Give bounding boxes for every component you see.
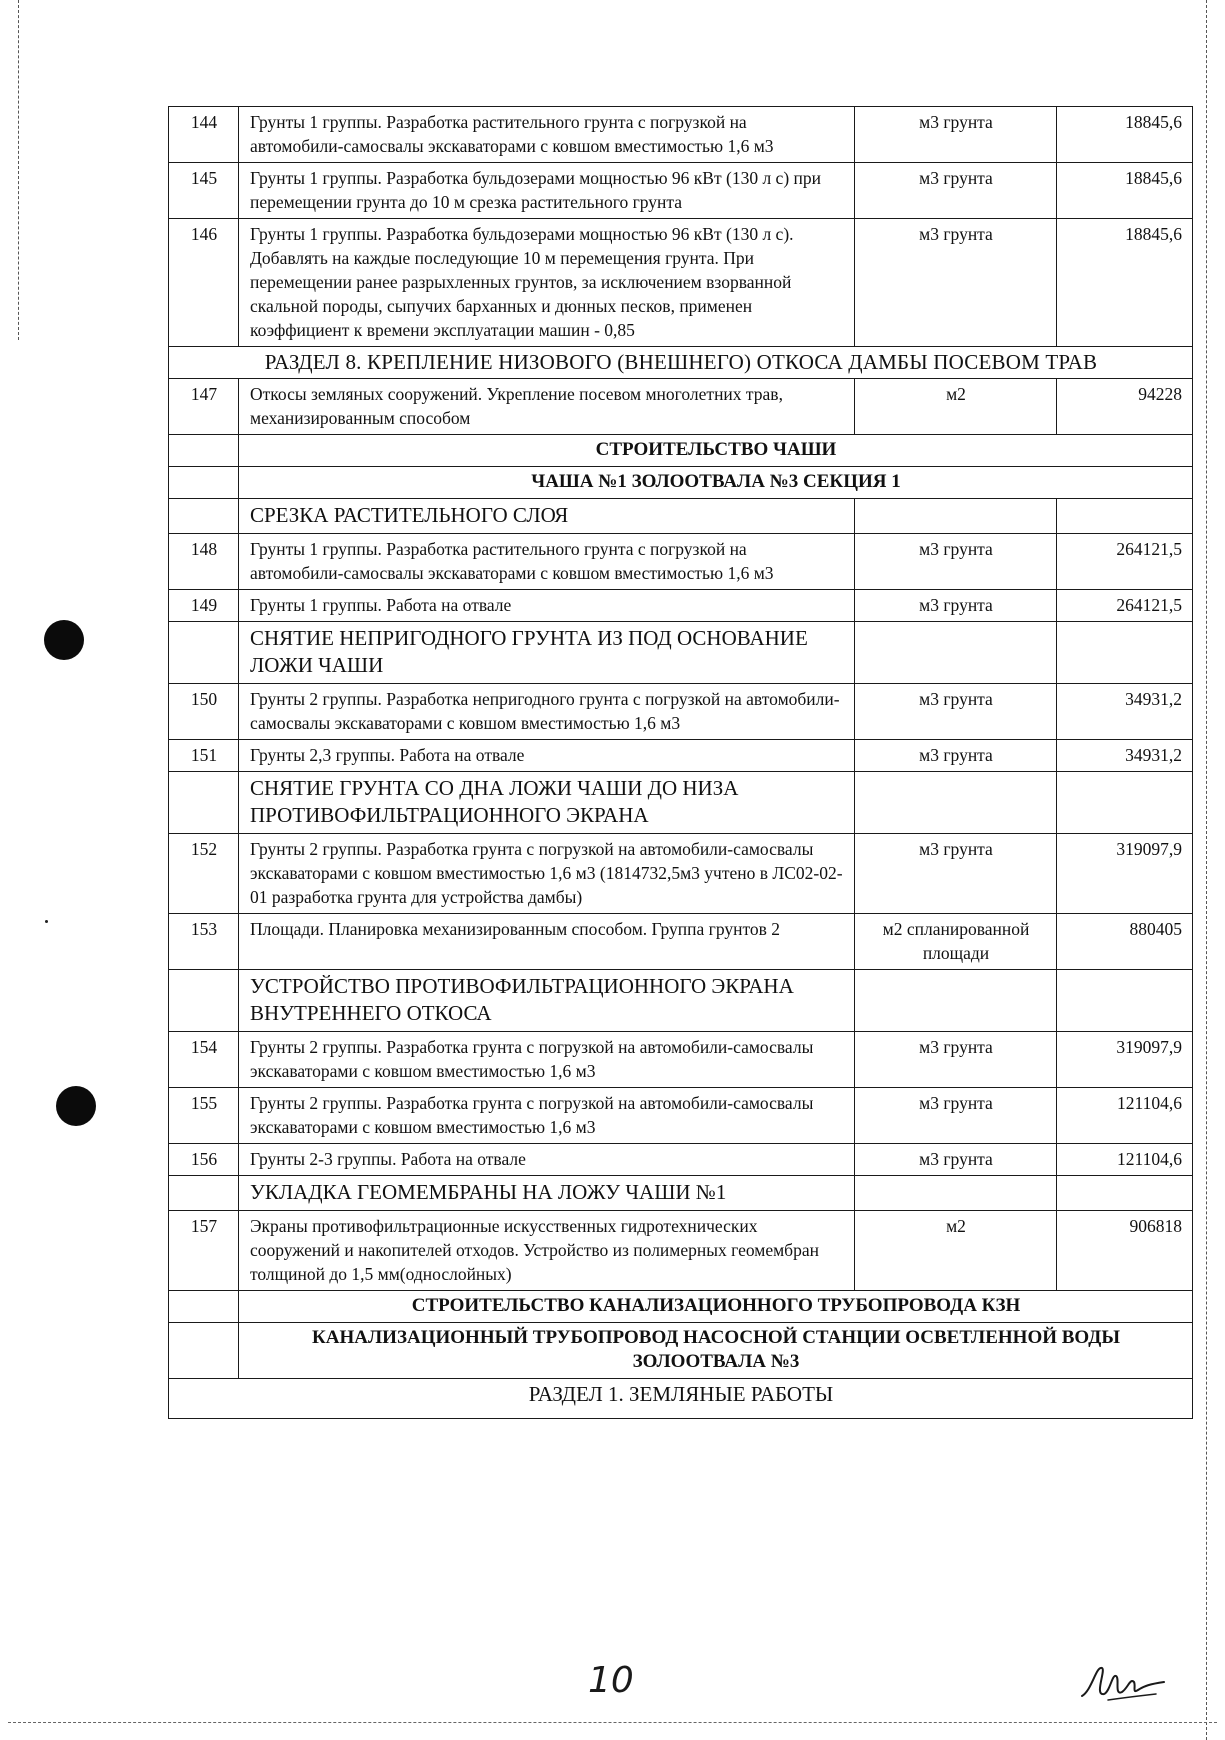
row-quantity: 34931,2 bbox=[1057, 740, 1193, 772]
row-number: 148 bbox=[169, 534, 239, 590]
subheading: СНЯТИЕ ГРУНТА СО ДНА ЛОЖИ ЧАШИ ДО НИЗА ПРОТИВОФИЛЬТРАЦИОННОГО ЭКРАНА bbox=[239, 772, 855, 834]
table-row bbox=[169, 534, 1193, 590]
section-row bbox=[169, 1379, 1193, 1419]
row-quantity: 18845,6 bbox=[1057, 163, 1193, 219]
row-quantity: 319097,9 bbox=[1057, 1032, 1193, 1088]
row-description: Грунты 2 группы. Разработка грунта с погрузкой на автомобили-самосвалы экскаваторами с ковшом вместимостью 1,6 м3 (1814732,5м3 учтено в ЛС02-02-01 разработка грунта для устройства дамбы) bbox=[239, 834, 855, 914]
table-row bbox=[169, 914, 1193, 970]
row-quantity: 264121,5 bbox=[1057, 590, 1193, 622]
subheading: СРЕЗКА РАСТИТЕЛЬНОГО СЛОЯ bbox=[239, 499, 855, 534]
row-unit: м3 грунта bbox=[855, 1144, 1057, 1176]
subheading-row bbox=[169, 772, 1193, 834]
table-row bbox=[169, 590, 1193, 622]
heading-row bbox=[169, 467, 1193, 499]
row-number: 147 bbox=[169, 379, 239, 435]
row-number: 152 bbox=[169, 834, 239, 914]
row-description: Грунты 2 группы. Разработка непригодного грунта с погрузкой на автомобили-самосвалы экскаваторами с ковшом вместимостью 1,6 м3 bbox=[239, 684, 855, 740]
empty-cell bbox=[1057, 970, 1193, 1032]
bold-heading: ЧАША №1 ЗОЛООТВАЛА №3 СЕКЦИЯ 1 bbox=[239, 467, 1193, 499]
row-number: 150 bbox=[169, 684, 239, 740]
row-unit: м3 грунта bbox=[855, 684, 1057, 740]
row-quantity: 94228 bbox=[1057, 379, 1193, 435]
empty-cell bbox=[855, 622, 1057, 684]
empty-cell bbox=[169, 970, 239, 1032]
subheading: УСТРОЙСТВО ПРОТИВОФИЛЬТРАЦИОННОГО ЭКРАНА ВНУТРЕННЕГО ОТКОСА bbox=[239, 970, 855, 1032]
empty-cell bbox=[169, 1323, 239, 1379]
table-row bbox=[169, 107, 1193, 163]
table-row bbox=[169, 1088, 1193, 1144]
empty-cell bbox=[855, 772, 1057, 834]
row-number: 156 bbox=[169, 1144, 239, 1176]
row-number: 155 bbox=[169, 1088, 239, 1144]
row-quantity: 18845,6 bbox=[1057, 219, 1193, 347]
row-unit: м3 грунта bbox=[855, 1032, 1057, 1088]
row-description: Грунты 1 группы. Работа на отвале bbox=[239, 590, 855, 622]
punch-hole-icon bbox=[44, 620, 84, 660]
subheading-row bbox=[169, 1176, 1193, 1211]
row-description: Откосы земляных сооружений. Укрепление посевом многолетних трав, механизированным способом bbox=[239, 379, 855, 435]
estimate-table-body bbox=[169, 107, 1193, 1419]
row-description: Грунты 2 группы. Разработка грунта с погрузкой на автомобили-самосвалы экскаваторами с ковшом вместимостью 1,6 м3 bbox=[239, 1032, 855, 1088]
row-unit: м2 bbox=[855, 379, 1057, 435]
empty-cell bbox=[169, 467, 239, 499]
empty-cell bbox=[855, 499, 1057, 534]
subheading: УКЛАДКА ГЕОМЕМБРАНЫ НА ЛОЖУ ЧАШИ №1 bbox=[239, 1176, 855, 1211]
heading-row bbox=[169, 1291, 1193, 1323]
empty-cell bbox=[855, 1176, 1057, 1211]
heading-row bbox=[169, 435, 1193, 467]
section-heading: РАЗДЕЛ 1. ЗЕМЛЯНЫЕ РАБОТЫ bbox=[169, 1379, 1193, 1419]
row-unit: м3 грунта bbox=[855, 590, 1057, 622]
bold-heading: КАНАЛИЗАЦИОННЫЙ ТРУБОПРОВОД НАСОСНОЙ СТАНЦИИ ОСВЕТЛЕННОЙ ВОДЫ ЗОЛООТВАЛА №3 bbox=[239, 1323, 1193, 1379]
table-row bbox=[169, 379, 1193, 435]
empty-cell bbox=[169, 622, 239, 684]
row-unit: м3 грунта bbox=[855, 534, 1057, 590]
subheading-row bbox=[169, 622, 1193, 684]
section-heading: РАЗДЕЛ 8. КРЕПЛЕНИЕ НИЗОВОГО (ВНЕШНЕГО) ОТКОСА ДАМБЫ ПОСЕВОМ ТРАВ bbox=[169, 347, 1193, 379]
row-unit: м2 спланированной площади bbox=[855, 914, 1057, 970]
empty-cell bbox=[1057, 772, 1193, 834]
empty-cell bbox=[169, 499, 239, 534]
subheading-row bbox=[169, 499, 1193, 534]
row-number: 153 bbox=[169, 914, 239, 970]
row-quantity: 264121,5 bbox=[1057, 534, 1193, 590]
table-row bbox=[169, 834, 1193, 914]
row-number: 144 bbox=[169, 107, 239, 163]
row-quantity: 906818 bbox=[1057, 1211, 1193, 1291]
estimate-table bbox=[168, 106, 1193, 1419]
row-description: Грунты 2 группы. Разработка грунта с погрузкой на автомобили-самосвалы экскаваторами с ковшом вместимостью 1,6 м3 bbox=[239, 1088, 855, 1144]
table-row bbox=[169, 684, 1193, 740]
empty-cell bbox=[169, 772, 239, 834]
table-row bbox=[169, 219, 1193, 347]
punch-hole-icon bbox=[56, 1086, 96, 1126]
scan-edge-marks-right bbox=[1206, 0, 1207, 1740]
scan-edge-marks-left bbox=[18, 0, 19, 340]
row-unit: м3 грунта bbox=[855, 1088, 1057, 1144]
row-quantity: 121104,6 bbox=[1057, 1144, 1193, 1176]
page-number: 10 bbox=[588, 1660, 634, 1701]
row-quantity: 34931,2 bbox=[1057, 684, 1193, 740]
row-number: 157 bbox=[169, 1211, 239, 1291]
empty-cell bbox=[169, 1176, 239, 1211]
empty-cell bbox=[169, 435, 239, 467]
scan-speck bbox=[45, 920, 48, 923]
row-description: Грунты 1 группы. Разработка бульдозерами мощностью 96 кВт (130 л с). Добавлять на каждые последующие 10 м перемещения грунта. При перемещении ранее разрыхленных грунтов, за исключением взорванной скальной породы, сыпучих барханных и дюнных песков, применен коэффициент к времени эксплуатации машин - 0,85 bbox=[239, 219, 855, 347]
empty-cell bbox=[1057, 499, 1193, 534]
table-row bbox=[169, 1211, 1193, 1291]
row-unit: м3 грунта bbox=[855, 163, 1057, 219]
row-description: Грунты 1 группы. Разработка бульдозерами мощностью 96 кВт (130 л с) при перемещении грунта до 10 м срезка растительного грунта bbox=[239, 163, 855, 219]
row-number: 149 bbox=[169, 590, 239, 622]
row-quantity: 121104,6 bbox=[1057, 1088, 1193, 1144]
row-unit: м3 грунта bbox=[855, 740, 1057, 772]
heading-row bbox=[169, 1323, 1193, 1379]
row-number: 151 bbox=[169, 740, 239, 772]
row-description: Грунты 1 группы. Разработка растительного грунта с погрузкой на автомобили-самосвалы экскаваторами с ковшом вместимостью 1,6 м3 bbox=[239, 107, 855, 163]
bold-heading: СТРОИТЕЛЬСТВО КАНАЛИЗАЦИОННОГО ТРУБОПРОВОДА КЗН bbox=[239, 1291, 1193, 1323]
row-description: Грунты 2-3 группы. Работа на отвале bbox=[239, 1144, 855, 1176]
table-row bbox=[169, 163, 1193, 219]
row-description: Грунты 2,3 группы. Работа на отвале bbox=[239, 740, 855, 772]
row-description: Экраны противофильтрационные искусственных гидротехнических сооружений и накопителей отходов. Устройство из полимерных геомембран толщиной до 1,5 мм(однослойных) bbox=[239, 1211, 855, 1291]
row-number: 146 bbox=[169, 219, 239, 347]
subheading-row bbox=[169, 970, 1193, 1032]
row-number: 145 bbox=[169, 163, 239, 219]
subheading: СНЯТИЕ НЕПРИГОДНОГО ГРУНТА ИЗ ПОД ОСНОВАНИЕ ЛОЖИ ЧАШИ bbox=[239, 622, 855, 684]
section-row bbox=[169, 347, 1193, 379]
row-quantity: 880405 bbox=[1057, 914, 1193, 970]
empty-cell bbox=[169, 1291, 239, 1323]
bold-heading: СТРОИТЕЛЬСТВО ЧАШИ bbox=[239, 435, 1193, 467]
row-quantity: 319097,9 bbox=[1057, 834, 1193, 914]
table-row bbox=[169, 740, 1193, 772]
row-description: Грунты 1 группы. Разработка растительного грунта с погрузкой на автомобили-самосвалы экскаваторами с ковшом вместимостью 1,6 м3 bbox=[239, 534, 855, 590]
row-unit: м3 грунта bbox=[855, 834, 1057, 914]
signature-icon bbox=[1078, 1656, 1168, 1706]
row-description: Площади. Планировка механизированным способом. Группа грунтов 2 bbox=[239, 914, 855, 970]
row-number: 154 bbox=[169, 1032, 239, 1088]
row-quantity: 18845,6 bbox=[1057, 107, 1193, 163]
row-unit: м3 грунта bbox=[855, 219, 1057, 347]
empty-cell bbox=[1057, 622, 1193, 684]
table-row bbox=[169, 1032, 1193, 1088]
table-row bbox=[169, 1144, 1193, 1176]
empty-cell bbox=[1057, 1176, 1193, 1211]
row-unit: м3 грунта bbox=[855, 107, 1057, 163]
empty-cell bbox=[855, 970, 1057, 1032]
row-unit: м2 bbox=[855, 1211, 1057, 1291]
scan-edge-marks-bottom bbox=[8, 1722, 1217, 1723]
